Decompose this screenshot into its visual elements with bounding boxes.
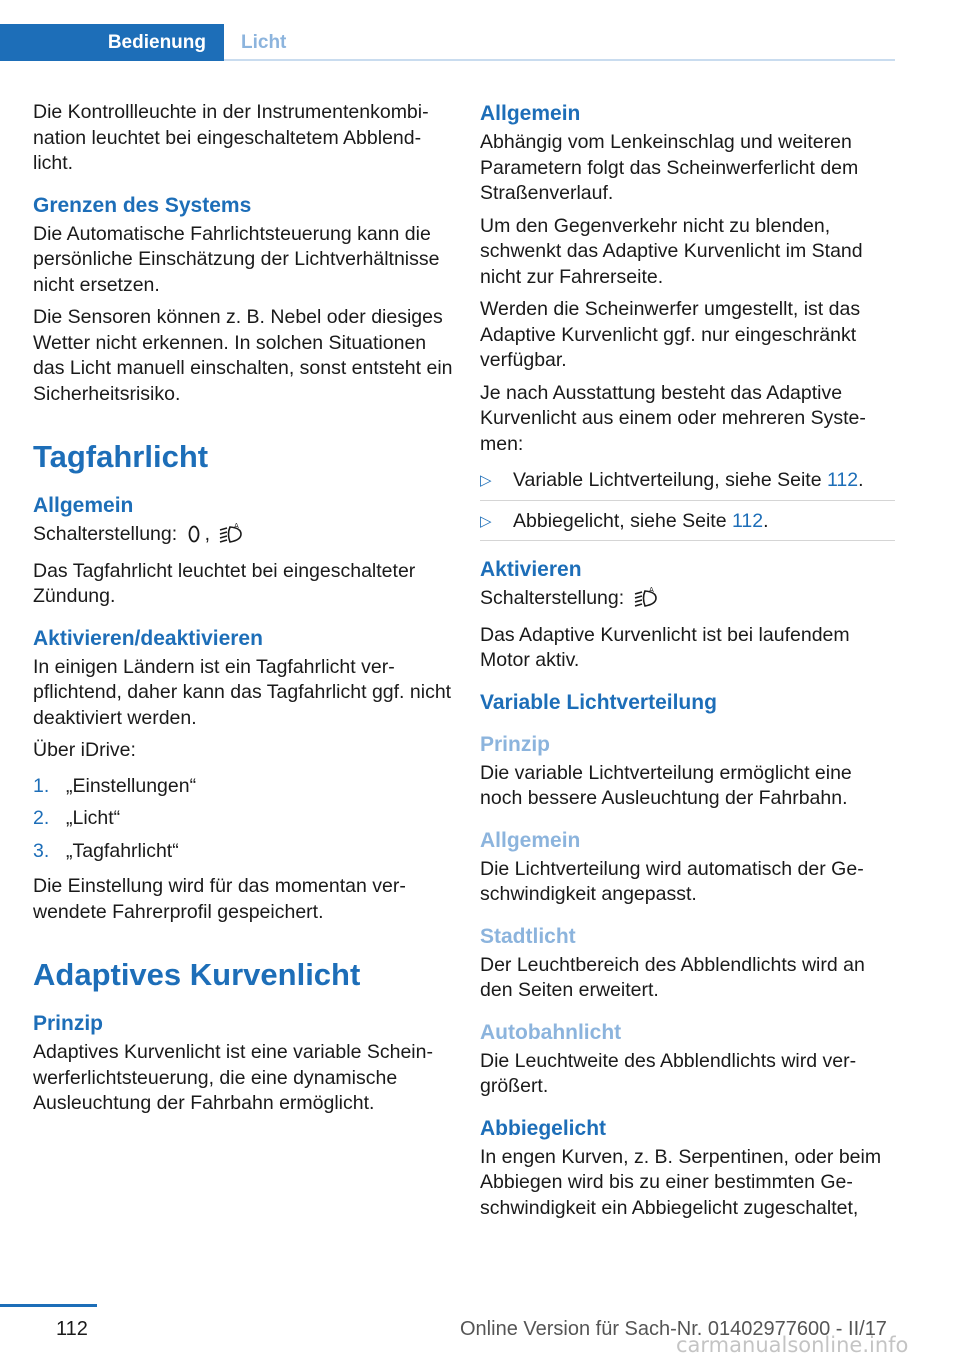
- tab-bedienung[interactable]: [0, 24, 224, 61]
- paragraph: Die Lichtverteilung wird automatisch der Geschwindigkeit angepasst.: [480, 857, 864, 905]
- paragraph: Je nach Ausstattung besteht das Adaptive Kurvenlicht aus einem oder mehreren Systemen:: [480, 381, 866, 455]
- paragraph: Die variable Lichtverteilung ermöglicht eine noch bessere Ausleuchtung der Fahrbahn.: [480, 761, 852, 809]
- watermark: carmanualsonline.info: [676, 1333, 909, 1357]
- tab-divider: [224, 59, 895, 61]
- bullet-end: .: [763, 509, 769, 532]
- paragraph: Die Leuchtweite des Abblendlichts wird vergrößert.: [480, 1049, 857, 1097]
- footer-rule: [0, 1304, 97, 1307]
- heading-prinzip: Prinzip: [33, 1012, 104, 1035]
- paragraph: Die Kontrollleuchte in der Instrumentenkombination leuchtet bei eingeschaltetem Abblendlicht.: [33, 101, 429, 174]
- paragraph: Die Sensoren können z. B. Nebel oder diesiges Wetter nicht erkennen. In solchen Situationen das Licht manuell einschalten, sonst entsteht ein Sicherheitsrisiko.: [33, 306, 453, 405]
- heading-aktivieren-deaktivieren: Aktivieren/deaktivieren: [33, 626, 263, 650]
- heading-variable-lichtverteilung: Variable Lichtverteilung: [480, 690, 717, 714]
- paragraph: Das Tagfahrlicht leuchtet bei eingeschalteter Zündung.: [33, 559, 416, 607]
- paragraph: Um den Gegenverkehr nicht zu blenden, schwenkt das Adaptive Kurvenlicht im Stand nicht zur Fahrerseite.: [480, 214, 863, 288]
- switch-position-line: [33, 522, 453, 552]
- list-item: [480, 464, 895, 501]
- paragraph: In einigen Ländern ist ein Tagfahrlicht verpflichtend, daher kann das Tagfahrlicht ggf. nicht deaktiviert werden.: [33, 655, 452, 729]
- tab-bedienung-label: Bedienung: [107, 31, 206, 53]
- paragraph: Adaptives Kurvenlicht ist eine variable Scheinwerferlichtsteuerung, die eine dynamische Ausleuchtung der Fahrbahn ermöglicht.: [33, 1041, 433, 1114]
- systems-list: [480, 464, 895, 541]
- list-item: [33, 803, 453, 836]
- paragraph: Die Automatische Fahrlichtsteuerung kann die persönliche Einschätzung der Lichtverhältnisse nicht ersetzen.: [33, 222, 440, 296]
- step-text: „Tagfahrlicht“: [66, 839, 179, 862]
- heading-allgemein: Allgemein: [33, 494, 134, 517]
- heading-abbiegelicht: Abbiegelicht: [480, 1116, 607, 1140]
- heading-allgemein: Allgemein: [480, 102, 581, 125]
- subheading-prinzip: Prinzip: [480, 732, 551, 756]
- step-number: 1.: [33, 774, 50, 797]
- auto-headlight-icon: [219, 522, 245, 552]
- auto-headlight-icon: [634, 586, 660, 616]
- step-text: „Einstellungen“: [66, 774, 197, 797]
- tab-licht-label: Licht: [241, 31, 287, 53]
- step-number: 2.: [33, 807, 50, 829]
- bullet-end: .: [858, 469, 864, 491]
- list-item: [33, 771, 453, 804]
- triangle-bullet-icon: ▷: [480, 472, 492, 489]
- step-text: „Licht“: [66, 807, 121, 829]
- subheading-allgemein: Allgemein: [480, 828, 581, 852]
- page-link[interactable]: 112: [827, 469, 859, 491]
- triangle-bullet-icon: ▷: [480, 512, 492, 530]
- tab-licht[interactable]: [224, 24, 286, 61]
- subheading-autobahnlicht: Autobahnlicht: [480, 1020, 622, 1044]
- paragraph: Werden die Scheinwerfer umgestellt, ist das Adaptive Kurvenlicht ggf. nur eingeschränkt verfügbar.: [480, 298, 861, 371]
- list-item: [33, 836, 453, 869]
- switch-position-line: [480, 586, 895, 616]
- page-number: 112: [56, 1318, 88, 1340]
- steps-list: [33, 771, 453, 869]
- paragraph: Das Adaptive Kurvenlicht ist bei laufendem Motor aktiv.: [480, 623, 850, 671]
- switch-position-0-icon: [187, 524, 201, 552]
- paragraph: Abhängig vom Lenkeinschlag und weiteren Parametern folgt das Scheinwerferlicht dem Straßenverlauf.: [480, 131, 859, 204]
- heading-adaptives-kurvenlicht: Adaptives Kurvenlicht: [33, 957, 361, 992]
- heading-grenzen: Grenzen des Systems: [33, 193, 252, 217]
- svg-text:A: A: [234, 522, 240, 530]
- paragraph: In engen Kurven, z. B. Serpentinen, oder beim Abbiegen wird bis zu einer bestimmten Geschwindigkeit ein Abbiegelicht zugeschaltet,: [480, 1145, 882, 1219]
- heading-aktivieren: Aktivieren: [480, 558, 582, 581]
- switch-label: Schalterstellung:: [480, 587, 625, 609]
- svg-text:A: A: [648, 586, 654, 594]
- left-column: [33, 100, 453, 1124]
- paragraph: Über iDrive:: [33, 739, 136, 761]
- subheading-stadtlicht: Stadtlicht: [480, 924, 576, 948]
- heading-tagfahrlicht: Tagfahrlicht: [33, 439, 209, 474]
- switch-label: Schalterstellung:: [33, 523, 178, 545]
- paragraph: Der Leuchtbereich des Abblendlichts wird an den Seiten erweitert.: [480, 953, 865, 1001]
- separator-comma: ,: [204, 523, 211, 545]
- step-number: 3.: [33, 839, 50, 862]
- bullet-text: Abbiegelicht, siehe Seite: [513, 509, 732, 532]
- paragraph: Die Einstellung wird für das momentan verwendete Fahrerprofil gespeichert.: [33, 875, 406, 923]
- list-item: [480, 505, 895, 542]
- page-link[interactable]: 112: [731, 509, 764, 532]
- right-column: [480, 100, 895, 1228]
- header-tabs: [0, 0, 895, 62]
- online-version-note: Online Version für Sach-Nr. 01402977600 - II/17: [460, 1318, 887, 1340]
- bullet-text: Variable Lichtverteilung, siehe Seite: [513, 469, 827, 491]
